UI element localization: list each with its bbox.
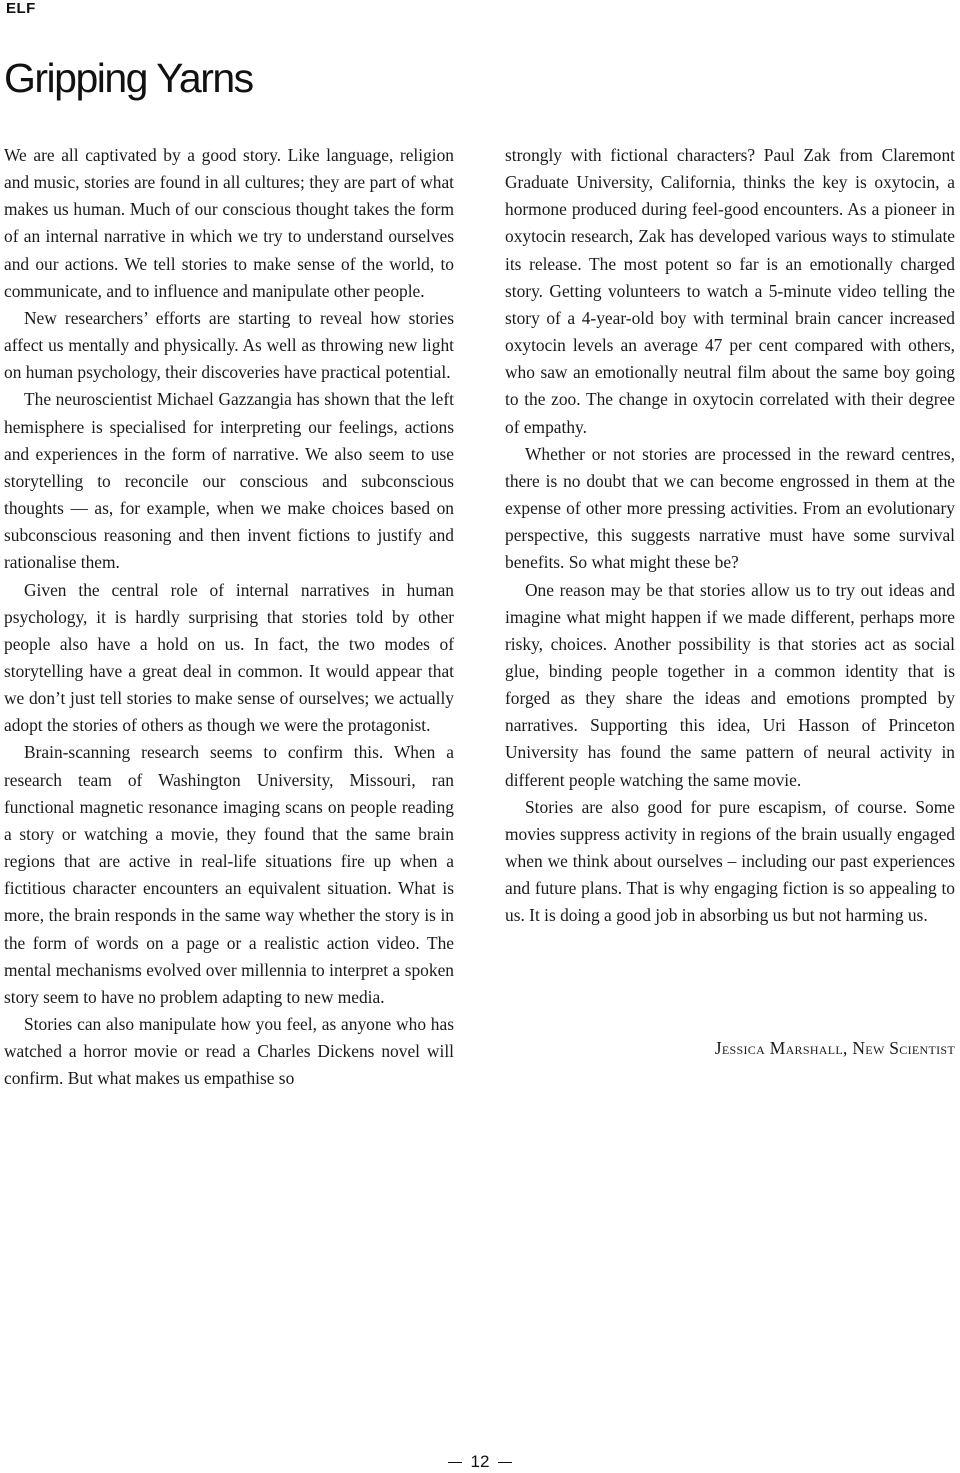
left-column — [4, 142, 454, 1092]
paragraph: Stories are also good for pure escapism, of course. Some movies suppress activity in regions of the brain usually engaged when we think about ourselves – including our past experiences and future plans. That is why engaging fiction is so appealing to us. It is doing a good job in absorbing us but not harming us. — [505, 796, 955, 926]
page-number — [0, 1452, 960, 1472]
paragraph: Brain-scanning research seems to confirm this. When a research team of Washington University, Missouri, ran functional magnetic resonance imaging scans on people reading a story or watching a movie, they found that the same brain regions that are active in real-life situations fire up when a fictitious character encounters an equivalent situation. What is more, the brain responds in the same way whether the story is in the form of words on a page or a realistic action video. The mental mechanisms evolved over millennia to interpret a spoken story seem to have no problem adapting to new media. — [4, 742, 454, 1007]
section-label: ELF — [6, 0, 36, 17]
paragraph: strongly with fictional characters? Paul Zak from Claremont Graduate University, California, thinks the key is oxytocin, a hormone produced during feel-good encounters. As a pioneer in oxytocin research, Zak has developed various ways to stimulate its release. The most potent so far is an emotionally charged story. Getting volunteers to watch a 5-minute video telling the story of a 4-year-old boy with terminal brain cancer increased oxytocin levels an average 47 per cent compared with others, who saw an emotionally neutral film about the same boy going to the zoo. The change in oxytocin correlated with their degree of empathy. — [505, 145, 955, 437]
paragraph: The neuroscientist Michael Gazzangia has shown that the left hemisphere is specialised for interpreting our feelings, actions and experiences in the form of narrative. We also seem to use storytelling to reconcile our conscious and subconscious thoughts — as, for example, when we make choices based on subconscious reasoning and then invent fictions to justify and rationalise them. — [4, 389, 454, 573]
right-column — [505, 142, 955, 930]
article-title: Gripping Yarns — [4, 55, 253, 101]
paragraph: Stories can also manipulate how you feel, as anyone who has watched a horror movie or read a Charles Dickens novel will confirm. But what makes us empathise so — [4, 1014, 454, 1089]
paragraph: One reason may be that stories allow us to try out ideas and imagine what might happen if we made different, perhaps more risky, choices. Another possibility is that stories act as social glue, binding people together in a common identity that is forged as they share the ideas and emotions prompted by narratives. Supporting this idea, Uri Hasson of Princeton University has found the same pattern of neural activity in different people watching the same movie. — [505, 579, 955, 790]
author-signature: Jessica Marshall, New Scientist — [714, 1038, 955, 1058]
page-number-text: 12 — [470, 1452, 490, 1471]
dash-right — [498, 1462, 512, 1463]
paragraph: New researchers’ efforts are starting to reveal how stories affect us mentally and physically. As well as throwing new light on human psychology, their discoveries have practical potential. — [4, 307, 454, 383]
paragraph: Given the central role of internal narratives in human psychology, it is hardly surprising that stories told by other people also have a hold on us. In fact, the two modes of storytelling have a great deal in common. It would appear that we don’t just tell stories to make sense of ourselves; we actually adopt the stories of others as though we were the protagonist. — [4, 579, 454, 736]
paragraph: We are all captivated by a good story. Like language, religion and music, stories are found in all cultures; they are part of what makes us human. Much of our conscious thought takes the form of an internal narrative in which we try to understand ourselves and our actions. We tell stories to make sense of the world, to communicate, and to influence and manipulate other people. — [4, 145, 454, 301]
dash-left — [448, 1462, 462, 1463]
paragraph: Whether or not stories are processed in the reward centres, there is no doubt that we can become engrossed in them at the expense of other more pressing activities. From an evolutionary perspective, this suggests narrative must have some survival benefits. So what might these be? — [505, 443, 955, 573]
